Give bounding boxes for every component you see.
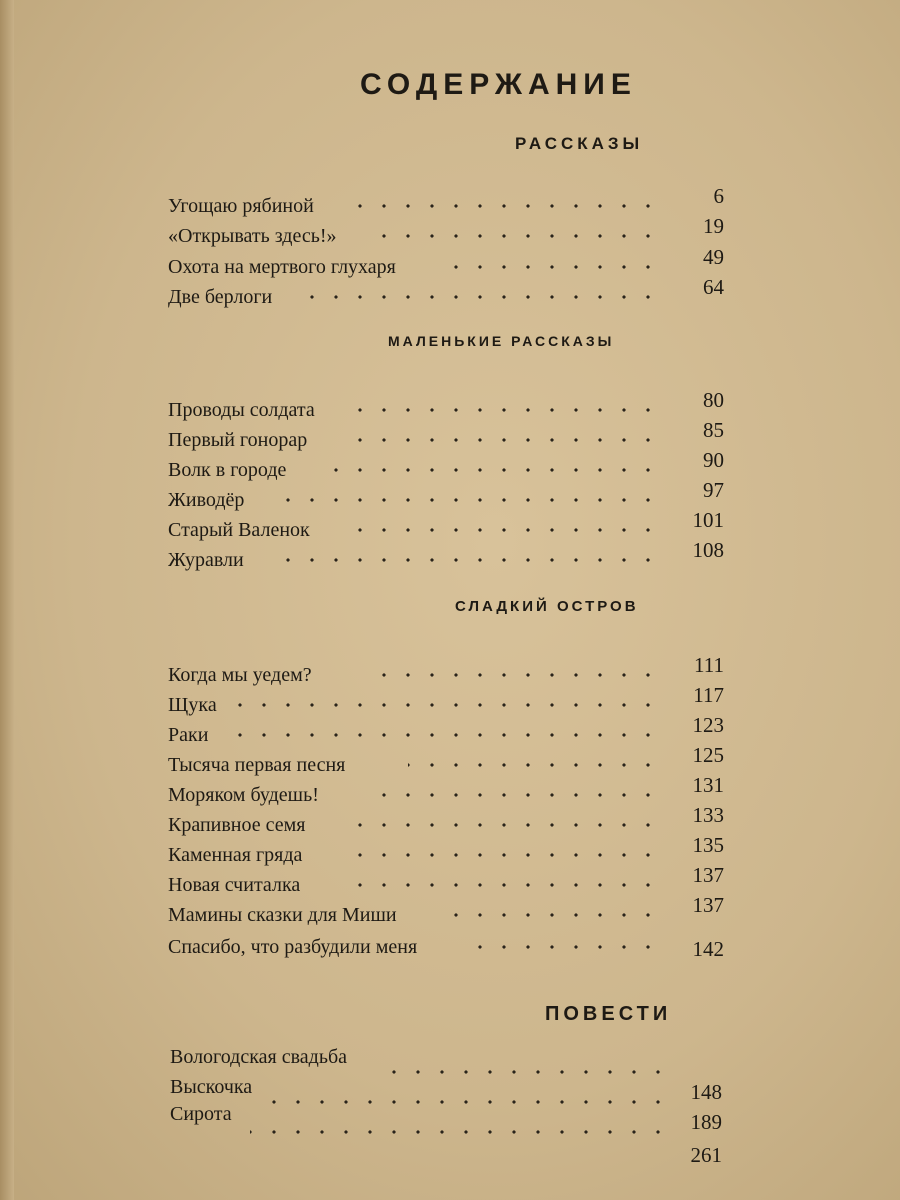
entry-page-number: 64	[703, 275, 724, 299]
leader-dots	[358, 198, 660, 214]
entry-page-number: 137	[692, 893, 724, 917]
entry-page-number: 19	[703, 214, 724, 238]
leader-dots	[478, 939, 660, 955]
entry-page-number: 123	[692, 713, 724, 737]
toc-entry	[168, 833, 724, 873]
toc-entry	[168, 653, 724, 693]
leader-dots	[373, 228, 660, 244]
entry-page-number: 108	[692, 538, 724, 562]
section-heading-sweet-island: СЛАДКИЙ ОСТРОВ	[455, 598, 639, 615]
leader-dots	[268, 552, 660, 568]
entry-title: Когда мы уедем?	[168, 664, 312, 686]
entry-page-number: 117	[693, 683, 724, 707]
toc-entry	[168, 275, 724, 315]
entry-title: Спасибо, что разбудили меня	[168, 936, 418, 958]
toc-entry	[168, 184, 724, 224]
leader-dots	[358, 402, 660, 418]
entry-title: Живодёр	[168, 489, 245, 511]
entry-title: Охота на мертвого глухаря	[168, 256, 396, 278]
entry-page-number: 6	[713, 184, 724, 208]
entry-title: Мамины сказки для Миши	[168, 904, 397, 926]
toc-entry	[168, 893, 724, 933]
leader-dots	[380, 1064, 670, 1080]
leader-dots	[358, 817, 660, 833]
entry-page-number: 131	[692, 773, 724, 797]
entry-page-number: 142	[692, 937, 724, 961]
entry-title: Щука	[168, 694, 217, 716]
toc-entry	[168, 418, 724, 458]
leader-dots	[363, 667, 660, 683]
section-heading-stories: РАССКАЗЫ	[515, 134, 644, 153]
entry-title: Тысяча первая песня	[168, 754, 346, 776]
leader-dots	[343, 877, 660, 893]
entry-title: Крапивное семя	[168, 814, 306, 836]
entry-page-number: 148	[690, 1080, 722, 1104]
entry-page-number: 111	[694, 653, 724, 677]
leader-dots	[298, 289, 660, 305]
toc-entry	[168, 863, 724, 903]
toc-entry	[168, 935, 724, 965]
entry-title: «Открывать здесь!»	[168, 225, 337, 247]
leader-dots	[348, 847, 660, 863]
leader-dots	[348, 522, 660, 538]
toc-entry	[168, 773, 724, 813]
entry-title: Две берлоги	[168, 286, 273, 308]
entry-title: Моряком будешь!	[168, 784, 319, 806]
leader-dots	[265, 1094, 670, 1110]
entry-title: Сирота	[170, 1103, 232, 1125]
toc-entry	[168, 538, 724, 578]
page-title: СОДЕРЖАНИЕ	[360, 68, 637, 101]
entry-page-number: 133	[692, 803, 724, 827]
entry-page-number: 90	[703, 448, 724, 472]
entry-page-number: 80	[703, 388, 724, 412]
toc-entry	[168, 713, 724, 753]
toc-entry	[168, 508, 724, 548]
entry-page-number: 125	[692, 743, 724, 767]
entry-title: Каменная гряда	[168, 844, 303, 866]
entry-page-number: 85	[703, 418, 724, 442]
entry-title: Первый гонорар	[168, 429, 308, 451]
entry-page-number: 137	[692, 863, 724, 887]
section-heading-short-stories: МАЛЕНЬКИЕ РАССКАЗЫ	[388, 333, 615, 349]
entry-title: Новая считалка	[168, 874, 301, 896]
entry-title: Раки	[168, 724, 209, 746]
toc-entry	[168, 388, 724, 428]
toc-entry	[168, 743, 724, 783]
leader-dots	[228, 697, 660, 713]
entry-title: Угощаю рябиной	[168, 195, 314, 217]
toc-entry	[168, 803, 724, 843]
leader-dots	[250, 1124, 670, 1140]
entry-page-number: 135	[692, 833, 724, 857]
entry-title: Выскочка	[170, 1076, 253, 1098]
leader-dots	[363, 787, 660, 803]
entry-title: Журавли	[168, 549, 244, 571]
toc-entry	[168, 245, 724, 285]
leader-dots	[328, 462, 660, 478]
page-binding-edge	[0, 0, 14, 1200]
entry-page-number: 49	[703, 245, 724, 269]
toc-entry	[168, 683, 724, 723]
entry-title: Проводы солдата	[168, 399, 315, 421]
entry-title: Волк в городе	[168, 459, 287, 481]
section-heading-novellas: ПОВЕСТИ	[545, 1003, 672, 1025]
toc-entry	[168, 214, 724, 254]
entry-page-number: 189	[690, 1110, 722, 1134]
entry-title: Вологодская свадьба	[170, 1046, 348, 1068]
toc-entry	[168, 448, 724, 488]
leader-dots	[453, 907, 660, 923]
entry-title: Старый Валенок	[168, 519, 310, 541]
entry-page-number: 261	[690, 1143, 722, 1167]
leader-dots	[338, 432, 660, 448]
leader-dots	[223, 727, 660, 743]
entry-page-number: 97	[703, 478, 724, 502]
toc-entry	[168, 478, 724, 518]
leader-dots	[408, 757, 660, 773]
entry-page-number: 101	[692, 508, 724, 532]
leader-dots	[448, 259, 660, 275]
leader-dots	[268, 492, 660, 508]
